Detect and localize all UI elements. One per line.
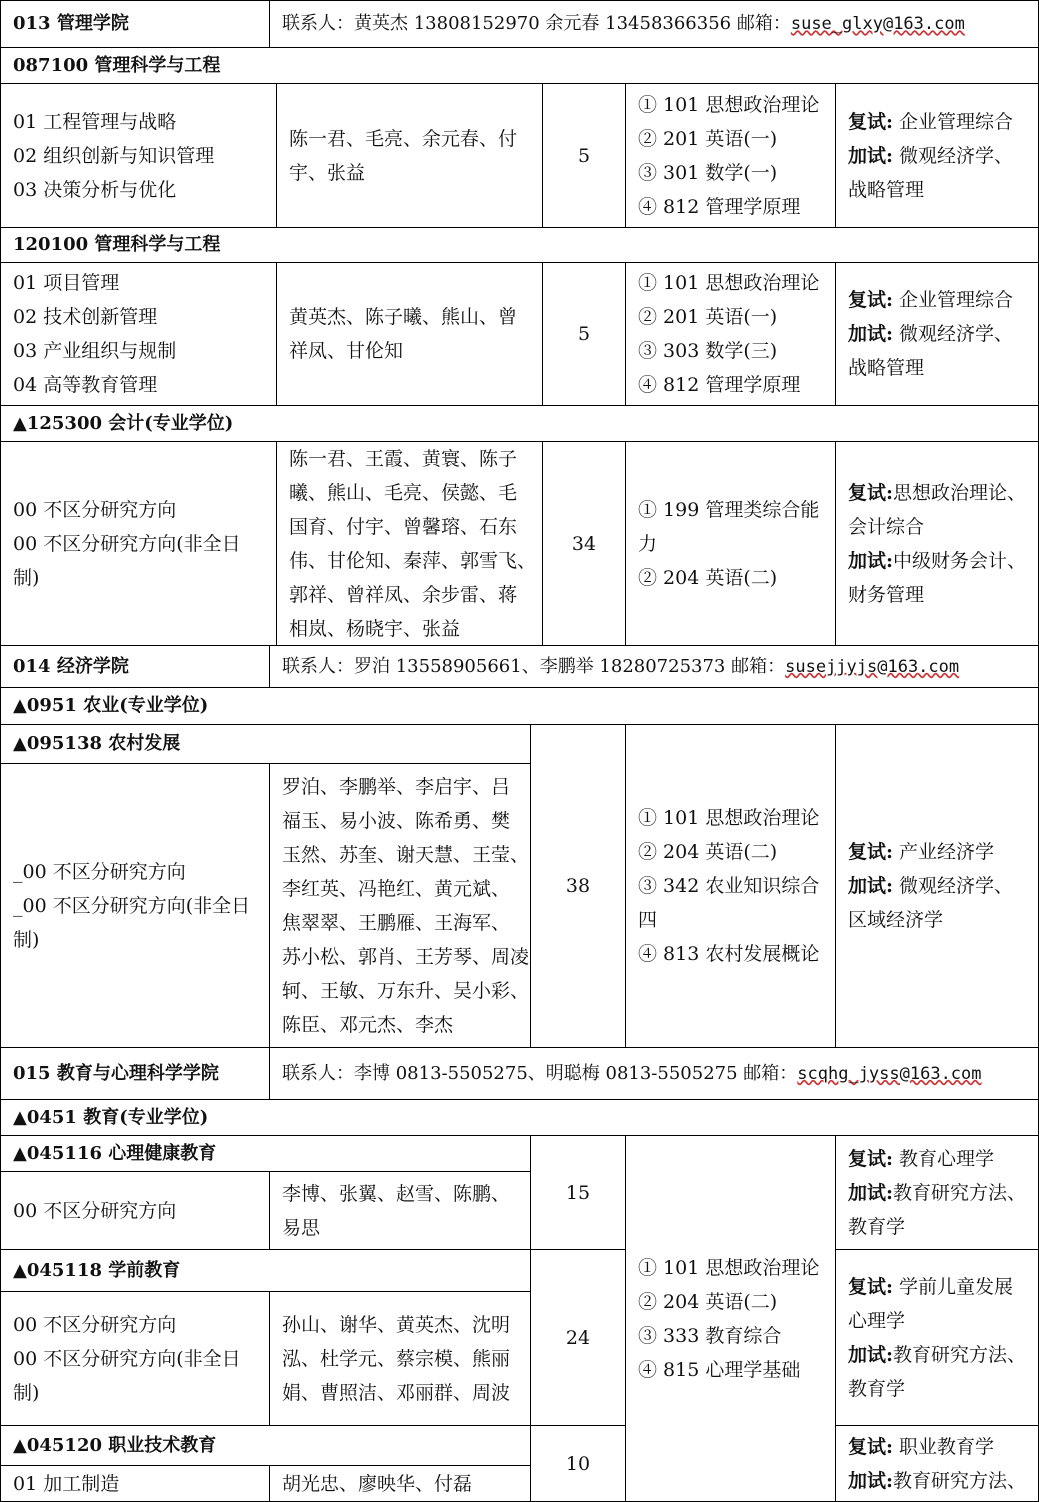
retest-line	[848, 835, 1026, 869]
direction: 03 决策分析与优化	[13, 178, 177, 201]
exam-subject: ② 204 英语(二)	[638, 1290, 778, 1313]
directions-cell	[0, 84, 277, 228]
tutor-line: 伟、甘伦知、秦萍、郭雪飞、	[289, 549, 537, 572]
direction: 00 不区分研究方向(非全日	[13, 532, 241, 555]
exam-subject: ② 204 英语(二)	[638, 566, 778, 589]
retest-line	[848, 105, 1026, 139]
direction: 00 不区分研究方向	[13, 1199, 177, 1222]
tutor-line: 陈臣、邓元杰、李杰	[282, 1013, 454, 1036]
tutor-line: 胡光忠、廖映华、付磊	[282, 1472, 473, 1495]
direction: 01 加工制造	[13, 1472, 120, 1495]
exam-subject: ② 204 英语(二)	[638, 841, 778, 863]
direction: _00 不区分研究方向(非全日	[13, 894, 251, 917]
extra-label: 加试:	[848, 1469, 894, 1492]
retest-subject: 学前儿童发展	[893, 1275, 1014, 1298]
tutor-line: 李红英、冯艳红、黄元斌、	[282, 877, 511, 900]
tutor-line: 焦翠翠、王鹏雁、王海军、	[282, 911, 511, 934]
retest-subject: 企业管理综合	[893, 289, 1014, 311]
exam-subject: ③ 342 农业知识综合	[638, 875, 820, 897]
quota-cell	[543, 442, 626, 646]
exam-subject: ③ 303 数学(三)	[638, 340, 778, 362]
retest-cell	[836, 84, 1039, 228]
exams-cell	[626, 725, 836, 1048]
extra-subject: 教育研究方法、	[893, 1181, 1027, 1204]
retest-label: 复试:	[848, 481, 894, 504]
retest-label: 复试:	[848, 110, 894, 133]
extra-subject: 微观经济学、	[893, 144, 1014, 167]
school-name-text: 013 管理学院	[13, 13, 129, 34]
direction: 01 工程管理与战略	[13, 110, 177, 133]
quota: 10	[565, 1452, 591, 1475]
school-contact	[270, 1048, 1039, 1100]
extra-subject-cont: 区域经济学	[848, 909, 944, 931]
tutor-line: 曦、熊山、毛亮、侯懿、毛	[289, 481, 518, 504]
major-title: ▲045118 学前教育	[13, 1259, 181, 1281]
exam-subject: ① 101 思想政治理论	[638, 1256, 820, 1279]
retest-subject-cont: 心理学	[848, 1309, 906, 1332]
quota: 5	[577, 323, 591, 345]
extra-label: 加试:	[848, 1181, 894, 1204]
exam-subject: 力	[638, 532, 658, 555]
exam-subject: ③ 333 教育综合	[638, 1324, 782, 1347]
tutors-cell	[270, 1292, 531, 1426]
tutor-line: 陈一君、王霞、黄寰、陈子	[289, 447, 518, 470]
direction: 02 组织创新与知识管理	[13, 144, 215, 167]
email-link[interactable]: scqhg_jyss@163.com	[797, 1063, 982, 1084]
quota-cell	[531, 725, 626, 1048]
quota: 38	[565, 875, 591, 897]
extra-subject-cont: 教育学	[848, 1215, 906, 1238]
extra-subject: 教育研究方法、	[893, 1343, 1027, 1366]
group-title: ▲0951 农业(专业学位)	[13, 695, 209, 716]
school-contact	[270, 0, 1039, 48]
contact-line	[282, 650, 1026, 684]
extra-subject: 中级财务会计、	[893, 549, 1027, 572]
contact-line	[282, 1057, 1026, 1091]
direction: 制)	[13, 566, 40, 589]
retest-cell	[836, 725, 1039, 1048]
major-title: 120100 管理科学与工程	[13, 234, 221, 255]
extra-label: 加试:	[848, 323, 894, 345]
school-name	[0, 0, 270, 48]
contact-text: 联系人：李博 0813-5505275、明聪梅 0813-5505275 邮箱：	[282, 1062, 798, 1084]
retest-line	[848, 283, 1026, 317]
extra-subject: 教育研究方法、	[893, 1469, 1027, 1492]
extra-label: 加试:	[848, 1343, 894, 1366]
tutors-cell	[277, 84, 543, 228]
email-link[interactable]: suse_glxy@163.com	[790, 14, 965, 34]
quota: 34	[571, 532, 597, 555]
retest-subject: 企业管理综合	[893, 110, 1014, 133]
tutor-line: 宇、张益	[289, 161, 366, 184]
extra-line	[848, 1464, 1026, 1498]
direction: 03 产业组织与规制	[13, 340, 177, 362]
retest-label: 复试:	[848, 1435, 894, 1458]
retest-cell	[836, 442, 1039, 646]
retest-subject: 教育心理学	[893, 1147, 995, 1170]
quota-cell	[531, 1136, 626, 1250]
retest-label: 复试:	[848, 841, 894, 863]
contact-text: 联系人：罗泊 13558905661、李鹏举 18280725373 邮箱：	[282, 655, 786, 677]
tutors-cell	[277, 263, 543, 406]
exam-subject: ① 101 思想政治理论	[638, 93, 820, 116]
directions-cell	[0, 1172, 270, 1250]
tutors-cell	[277, 442, 543, 646]
contact-line	[282, 7, 1026, 41]
extra-line	[848, 317, 1026, 351]
extra-subject: 微观经济学、	[893, 875, 1014, 897]
quota-cell	[531, 1250, 626, 1426]
exam-subject: ④ 815 心理学基础	[638, 1358, 801, 1381]
major-title: ▲045116 心理健康教育	[13, 1142, 217, 1164]
major-title: 087100 管理科学与工程	[13, 54, 221, 76]
retest-label: 复试:	[848, 289, 894, 311]
direction: 制)	[13, 1381, 40, 1404]
retest-subject-cont: 会计综合	[848, 515, 925, 538]
tutor-line: 罗泊、李鹏举、李启宇、吕	[282, 775, 511, 798]
retest-line	[848, 476, 1026, 510]
extra-subject-cont: 战略管理	[848, 357, 925, 379]
quota: 15	[565, 1181, 591, 1204]
contact-text: 联系人：黄英杰 13808152970 余元春 13458366356 邮箱：	[282, 13, 791, 34]
exam-subject: ④ 813 农村发展概论	[638, 943, 820, 965]
tutor-line: 娟、曹照洁、邓丽群、周波	[282, 1381, 511, 1404]
exam-subject: ① 101 思想政治理论	[638, 272, 820, 294]
retest-cell	[836, 1136, 1039, 1250]
direction: 00 不区分研究方向	[13, 1313, 177, 1336]
exams-cell	[626, 84, 836, 228]
major-title-row	[0, 725, 531, 764]
major-title: ▲125300 会计(专业学位)	[13, 412, 234, 434]
direction: 00 不区分研究方向(非全日	[13, 1347, 241, 1370]
tutor-line: 泓、杜学元、蔡宗模、熊丽	[282, 1347, 511, 1370]
exams-cell	[626, 263, 836, 406]
tutor-line: 黄英杰、陈子曦、熊山、曾	[289, 306, 518, 328]
quota-cell	[543, 84, 626, 228]
tutors-cell	[270, 1172, 531, 1250]
tutor-line: 国育、付宇、曾馨瑢、石东	[289, 515, 518, 538]
retest-subject: 产业经济学	[893, 841, 995, 863]
major-title-row	[0, 228, 1039, 263]
extra-line	[848, 869, 1026, 903]
extra-label: 加试:	[848, 549, 894, 572]
extra-subject: 微观经济学、	[893, 323, 1014, 345]
tutor-line: 玉然、苏奎、谢天慧、王莹、	[282, 843, 530, 866]
direction: 制)	[13, 928, 40, 951]
quota-cell	[531, 1426, 626, 1502]
major-title: ▲045120 职业技术教育	[13, 1434, 217, 1456]
tutor-line: 郭祥、曾祥凤、余步雷、蒋	[289, 583, 518, 606]
major-title: ▲095138 农村发展	[13, 733, 181, 754]
exams-cell	[626, 442, 836, 646]
exam-subject: ④ 812 管理学原理	[638, 195, 801, 218]
tutor-line: 李博、张翼、赵雪、陈鹏、	[282, 1182, 511, 1205]
tutor-line: 祥凤、甘伦知	[289, 340, 404, 362]
direction: 02 技术创新管理	[13, 306, 158, 328]
major-title-row	[0, 1250, 531, 1292]
school-name-text: 015 教育与心理科学学院	[13, 1062, 219, 1084]
tutor-line: 孙山、谢华、黄英杰、沈明	[282, 1313, 511, 1336]
extra-subject-cont: 教育学	[848, 1377, 906, 1400]
major-title-row	[0, 1426, 531, 1466]
directions-cell	[0, 1292, 270, 1426]
school-name	[0, 1048, 270, 1100]
major-title-row	[0, 48, 1039, 84]
group-title-row	[0, 688, 1039, 725]
directions-cell	[0, 1466, 270, 1502]
retest-label: 复试:	[848, 1147, 894, 1170]
major-title-row	[0, 1136, 531, 1172]
extra-label: 加试:	[848, 875, 894, 897]
retest-line	[848, 1142, 1026, 1176]
group-title-row	[0, 1100, 1039, 1136]
exam-subject: ① 101 思想政治理论	[638, 807, 820, 829]
directions-cell	[0, 263, 277, 406]
extra-line	[848, 1338, 1026, 1372]
exam-subject: 四	[638, 909, 658, 931]
tutor-line: 福玉、易小波、陈希勇、樊	[282, 809, 511, 832]
retest-line	[848, 1430, 1026, 1464]
extra-subject-cont: 战略管理	[848, 178, 925, 201]
quota: 5	[577, 144, 591, 167]
retest-cell	[836, 1250, 1039, 1426]
school-contact	[270, 646, 1039, 688]
quota-cell	[543, 263, 626, 406]
exam-subject: ② 201 英语(一)	[638, 127, 778, 150]
retest-label: 复试:	[848, 1275, 894, 1298]
exam-subject: ④ 812 管理学原理	[638, 374, 801, 396]
tutors-cell	[270, 1466, 531, 1502]
exams-cell	[626, 1136, 836, 1502]
email-link[interactable]: susejjyjs@163.com	[785, 656, 960, 677]
tutor-line: 陈一君、毛亮、余元春、付	[289, 127, 518, 150]
exam-subject: ① 199 管理类综合能	[638, 498, 820, 521]
extra-line	[848, 544, 1026, 578]
direction: 00 不区分研究方向	[13, 498, 177, 521]
directions-cell	[0, 442, 277, 646]
extra-label: 加试:	[848, 144, 894, 167]
extra-line	[848, 1176, 1026, 1210]
direction: 04 高等教育管理	[13, 374, 158, 396]
retest-line	[848, 1270, 1026, 1304]
extra-line	[848, 139, 1026, 173]
directions-cell	[0, 764, 270, 1048]
tutor-line: 苏小松、郭肖、王芳琴、周凌	[282, 945, 530, 968]
direction: _00 不区分研究方向	[13, 860, 186, 883]
quota: 24	[565, 1326, 591, 1349]
direction: 01 项目管理	[13, 272, 120, 294]
tutor-line: 易思	[282, 1216, 321, 1239]
exam-subject: ③ 301 数学(一)	[638, 161, 778, 184]
tutor-line: 相岚、杨晓宇、张益	[289, 617, 461, 640]
tutor-line: 轲、王敏、万东升、吴小彩、	[282, 979, 530, 1002]
major-title-row	[0, 406, 1039, 442]
exam-subject: ② 201 英语(一)	[638, 306, 778, 328]
extra-subject-cont: 财务管理	[848, 583, 925, 606]
group-title: ▲0451 教育(专业学位)	[13, 1106, 209, 1128]
retest-cell	[836, 1426, 1039, 1502]
school-name-text: 014 经济学院	[13, 655, 129, 677]
retest-subject: 思想政治理论、	[893, 481, 1027, 504]
retest-cell	[836, 263, 1039, 406]
school-name	[0, 646, 270, 688]
retest-subject: 职业教育学	[893, 1435, 995, 1458]
tutors-cell	[270, 764, 531, 1048]
